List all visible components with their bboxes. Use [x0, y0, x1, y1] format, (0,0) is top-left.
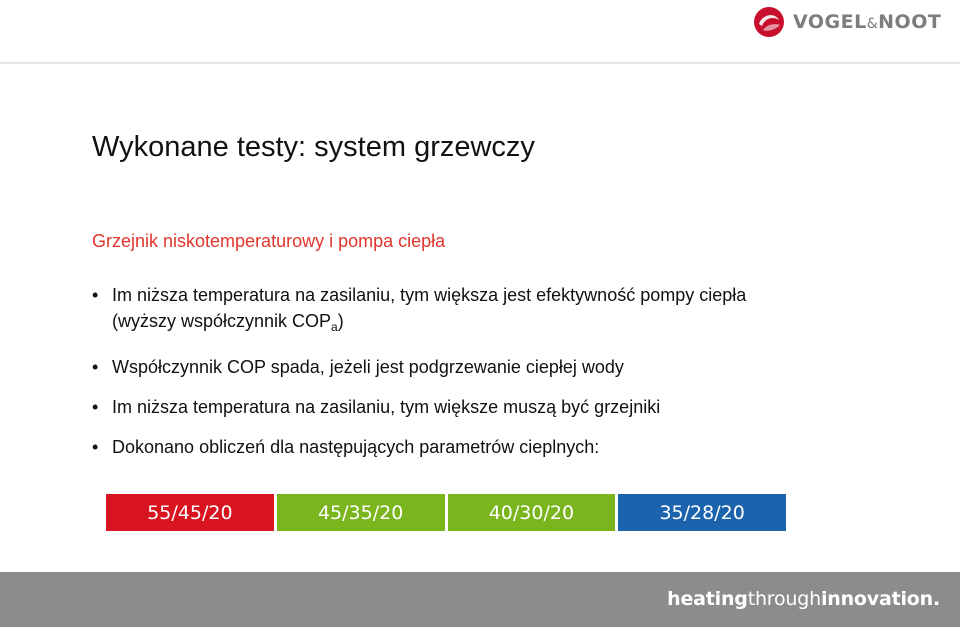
bullet-list: [92, 282, 932, 474]
bullet-text: Dokonano obliczeń dla następujących parametrów cieplnych:: [112, 437, 600, 457]
bullet-text: Współczynnik COP spada, jeżeli jest podgrzewanie ciepłej wody: [112, 357, 624, 377]
param-35-28-20: 35/28/20: [618, 494, 786, 531]
param-55-45-20: 55/45/20: [106, 494, 277, 531]
bullet-item-efficiency: [92, 282, 932, 340]
param-45-35-20: 45/35/20: [277, 494, 448, 531]
slide-subtitle: Grzejnik niskotemperaturowy i pompa ciepła: [92, 231, 446, 251]
param-40-30-20: 40/30/20: [448, 494, 619, 531]
header-divider: [0, 62, 960, 64]
bullet-item-cop: [92, 354, 932, 380]
logo-wordmark: VOGEL&NOOT: [793, 11, 942, 33]
bullet-text-close: ): [337, 311, 344, 331]
bullet-text-cont: (wyższy współczynnik COP: [112, 311, 332, 331]
bullet-item-radiators: [92, 394, 932, 420]
company-logo: [753, 4, 941, 40]
footer-tagline: heatingthroughinnovation.: [667, 588, 940, 610]
cop-subscript: a: [331, 320, 338, 334]
bullet-text: Im niższa temperatura na zasilaniu, tym większe muszą być grzejniki: [112, 397, 661, 417]
slide-title: Wykonane testy: system grzewczy: [92, 131, 535, 163]
footer-bar: [0, 572, 960, 627]
parameter-bar: [106, 494, 786, 531]
bullet-text: Im niższa temperatura na zasilaniu, tym większa jest efektywność pompy ciepła: [112, 285, 747, 305]
bullet-item-calculations: [92, 434, 932, 460]
vogel-noot-swirl-icon: [753, 6, 785, 38]
